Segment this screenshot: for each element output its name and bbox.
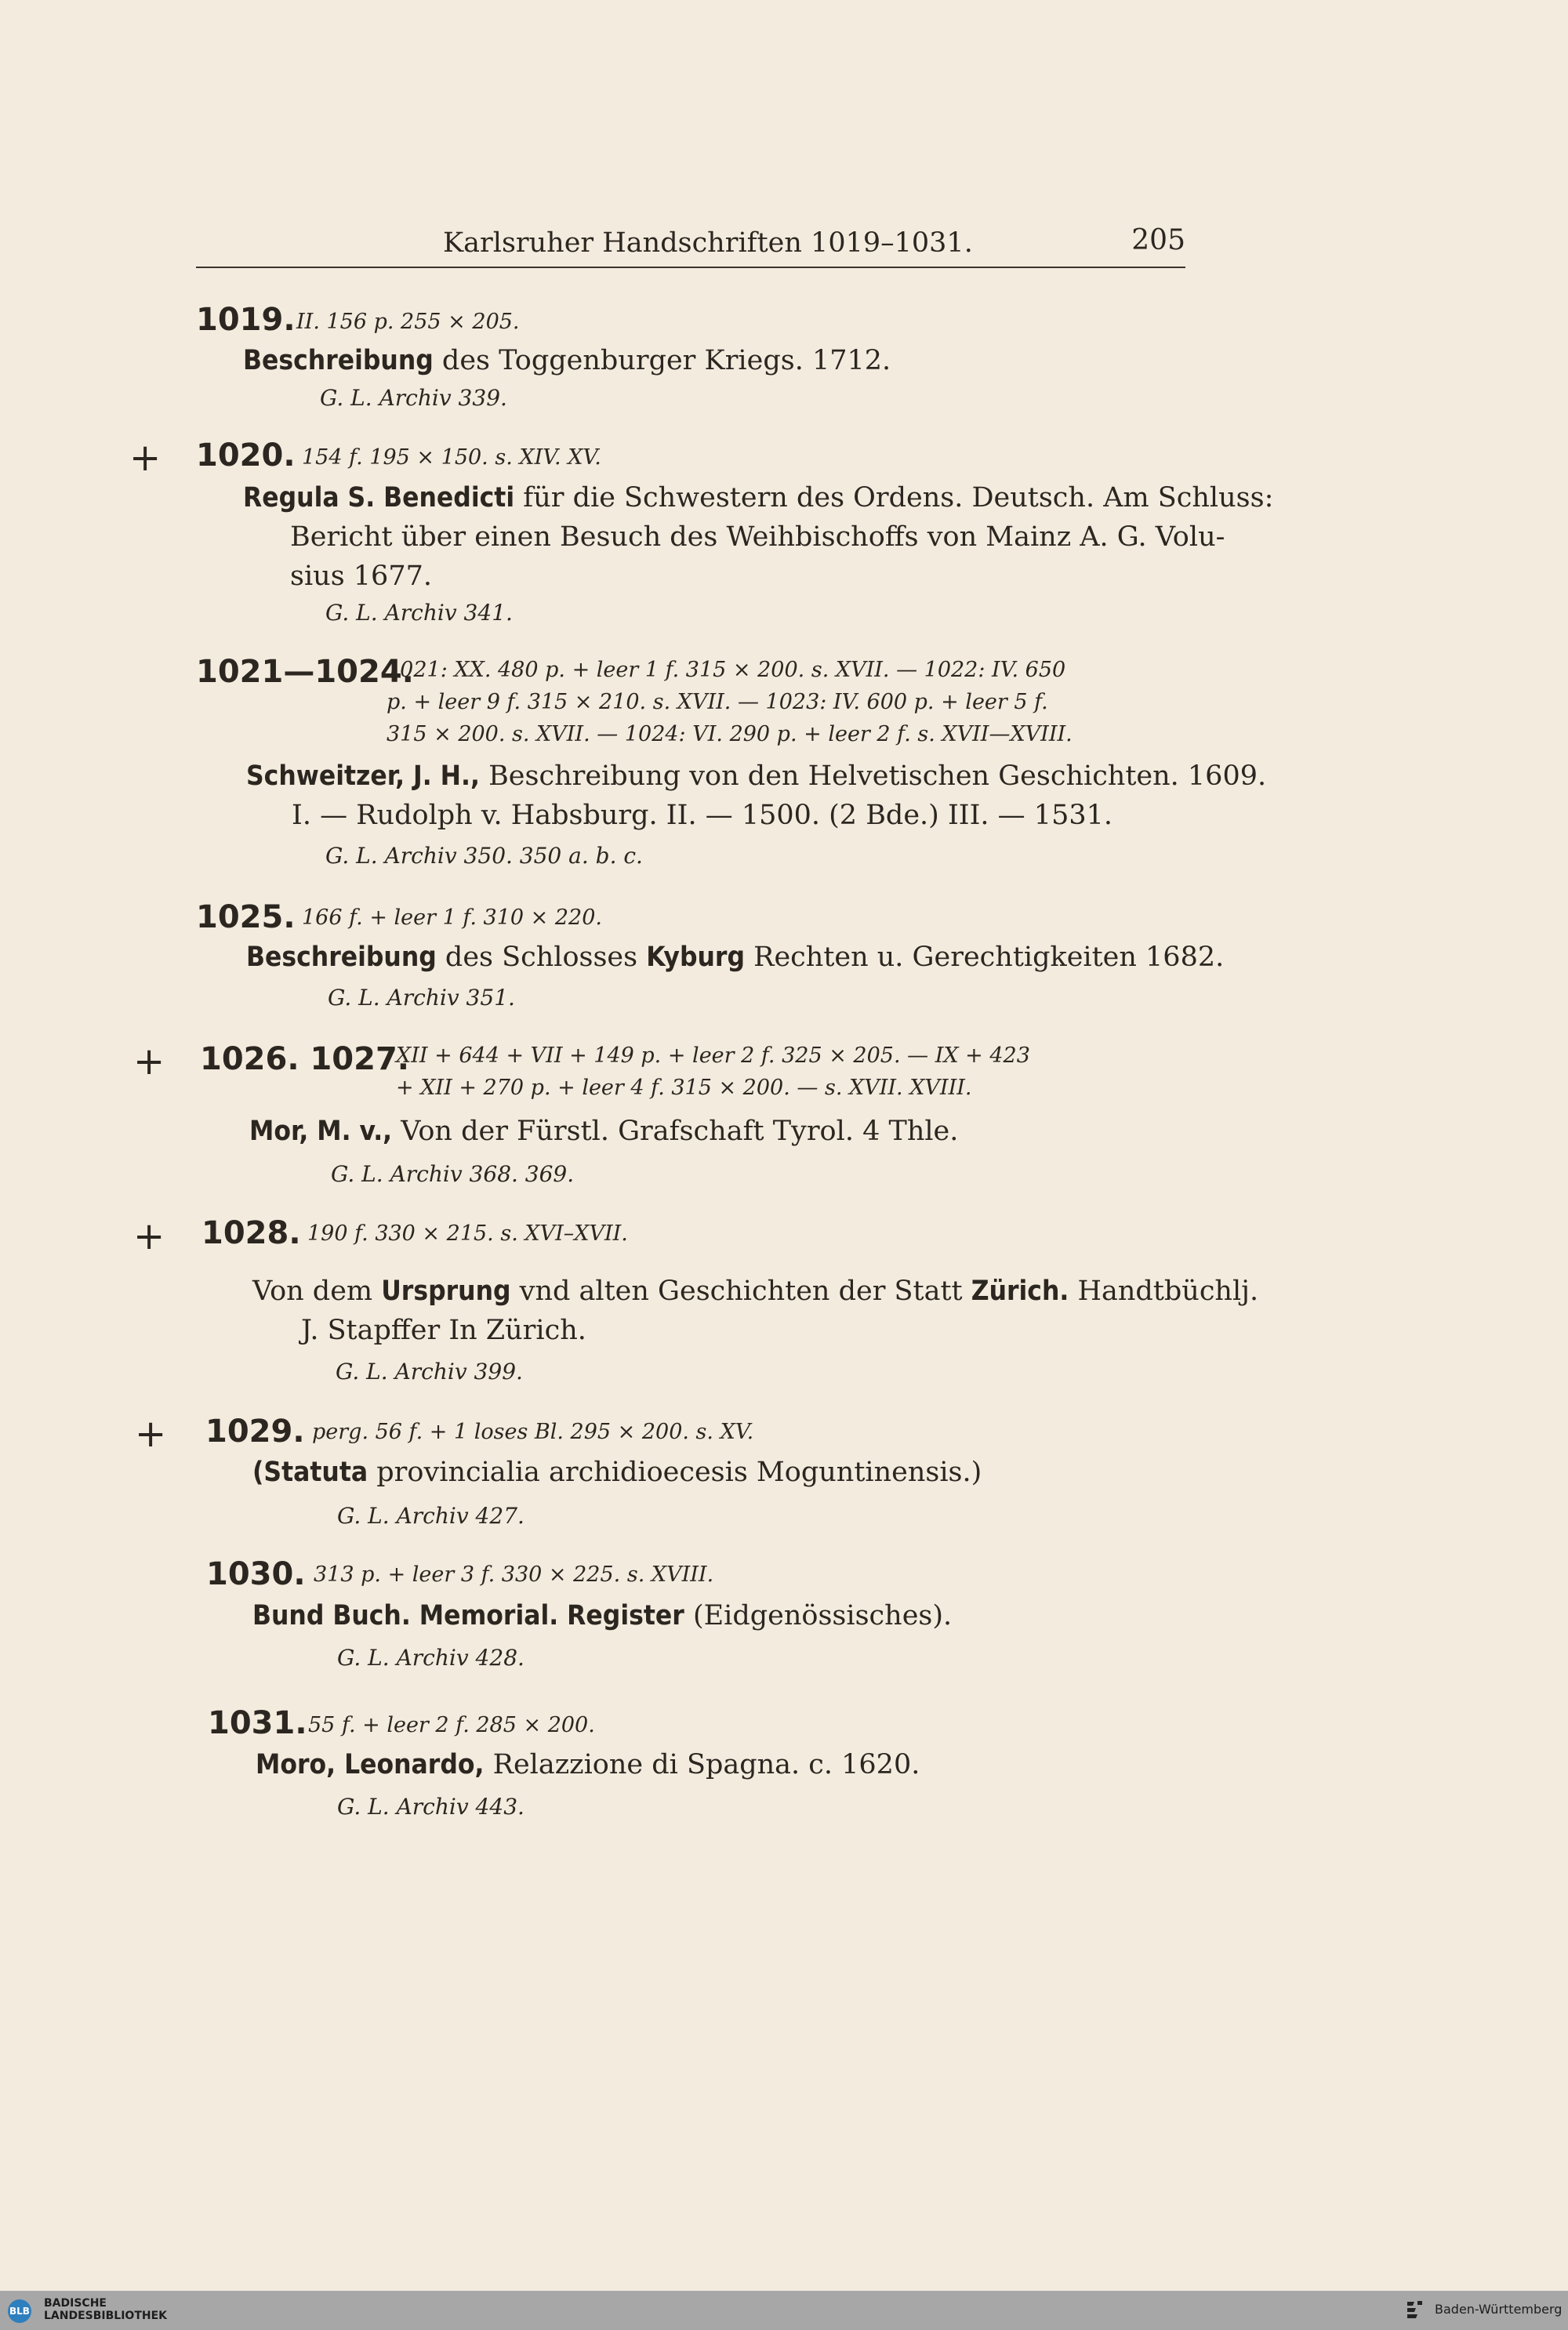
entry-number: 1025. <box>196 899 296 935</box>
archive-reference: G. L. Archiv 399. <box>336 1359 523 1385</box>
entry-spec: 154 f. 195 ⨯ 150. s. XIV. XV. <box>302 445 601 470</box>
entry-title: Moro, Leonardo, Relazzione di Spagna. c. 1620. <box>256 1749 920 1780</box>
entry-spec: perg. 56 f. + 1 loses Bl. 295 ⨯ 200. s. XV. <box>312 1420 754 1444</box>
archive-reference: G. L. Archiv 339. <box>320 385 507 411</box>
blb-logo-icon[interactable]: BLB <box>8 2299 31 2323</box>
archive-reference: G. L. Archiv 427. <box>337 1503 524 1529</box>
plus-mark: + <box>129 436 162 480</box>
archive-reference: G. L. Archiv 443. <box>337 1794 524 1820</box>
entry-number: 1019. <box>196 302 296 338</box>
entry-number: 1029. <box>205 1414 305 1450</box>
entry-spec: 190 f. 330 ⨯ 215. s. XVI–XVII. <box>307 1221 628 1246</box>
entry-spec: 166 f. + leer 1 f. 310 ⨯ 220. <box>302 906 602 930</box>
archive-reference: G. L. Archiv 341. <box>325 600 513 626</box>
library-name[interactable]: BADISCHE LANDESBIBLIOTHEK <box>44 2297 168 2322</box>
archive-reference: G. L. Archiv 350. 350 a. b. c. <box>325 843 643 869</box>
entry-number: 1031. <box>208 1705 307 1741</box>
entry-spec: 1021: XX. 480 p. + leer 1 f. 315 ⨯ 200. s. XVII. — 1022: IV. 650 p. + leer 9 f. 315 ⨯ 210. s. XVII. — 1023: IV. 600 p. + leer 5 f. 315 ⨯ 200. s. XVII. — 1024: VI. 290 p. + leer 2 f. s. XVII—XVIII. <box>387 658 1073 746</box>
entry-title: (Statuta provincialia archidioecesis Moguntinensis.) <box>252 1457 982 1488</box>
running-header <box>196 223 1185 268</box>
page-number: 205 <box>1131 224 1185 256</box>
entry-number: 1026. 1027. <box>200 1041 409 1077</box>
archive-reference: G. L. Archiv 428. <box>337 1645 524 1671</box>
entry-title: Beschreibung des Toggenburger Kriegs. 1712. <box>243 345 891 376</box>
state-label[interactable]: Baden-Württemberg <box>1435 2302 1563 2317</box>
archive-reference: G. L. Archiv 368. 369. <box>331 1161 575 1187</box>
entry-number: 1021—1024. <box>196 654 414 690</box>
archive-reference: G. L. Archiv 351. <box>328 985 515 1011</box>
baden-wuerttemberg-crest-icon <box>1405 2299 1425 2322</box>
plus-mark: + <box>133 1214 165 1258</box>
entry-number: 1020. <box>196 437 296 474</box>
entry-title: Schweitzer, J. H., Beschreibung von den Helvetischen Geschichten. 1609. I. — Rudolph v. Habsburg. II. — 1500. (2 Bde.) III. — 1531. <box>246 760 1267 831</box>
entry-number: 1030. <box>206 1556 306 1592</box>
entry-spec: 313 p. + leer 3 f. 330 ⨯ 225. s. XVIII. <box>314 1562 714 1587</box>
entry-spec: XII + 644 + VII + 149 p. + leer 2 f. 325 ⨯ 205. — IX + 423 + XII + 270 p. + leer 4 f. 315 ⨯ 200. — s. XVII. XVIII. <box>396 1043 1030 1100</box>
entry-title: Bund Buch. Memorial. Register (Eidgenössisches). <box>252 1600 953 1631</box>
plus-mark: + <box>133 1040 165 1083</box>
plus-mark: + <box>135 1412 167 1456</box>
entry-title: Regula S. Benedicti für die Schwestern des Ordens. Deutsch. Am Schluss: Bericht über einen Besuch des Weihbischoffs von Mainz A. G. Volu- sius 1677. <box>243 482 1274 592</box>
entry-title: Beschreibung des Schlosses Kyburg Rechten u. Gerechtigkeiten 1682. <box>246 942 1225 973</box>
entry-spec: 55 f. + leer 2 f. 285 ⨯ 200. <box>308 1713 595 1737</box>
entry-title: Von dem Ursprung vnd alten Geschichten der Statt Zürich. Handtbüchlj. J. Stapffer In Zürich. <box>252 1276 1259 1346</box>
header-title: Karlsruher Handschriften 1019–1031. <box>443 227 973 259</box>
viewer-footer-bar <box>0 2291 1568 2330</box>
entry-title: Mor, M. v., Von der Fürstl. Grafschaft Tyrol. 4 Thle. <box>249 1116 959 1147</box>
entry-spec: II. 156 p. 255 ⨯ 205. <box>296 310 520 334</box>
entry-number: 1028. <box>201 1215 301 1251</box>
